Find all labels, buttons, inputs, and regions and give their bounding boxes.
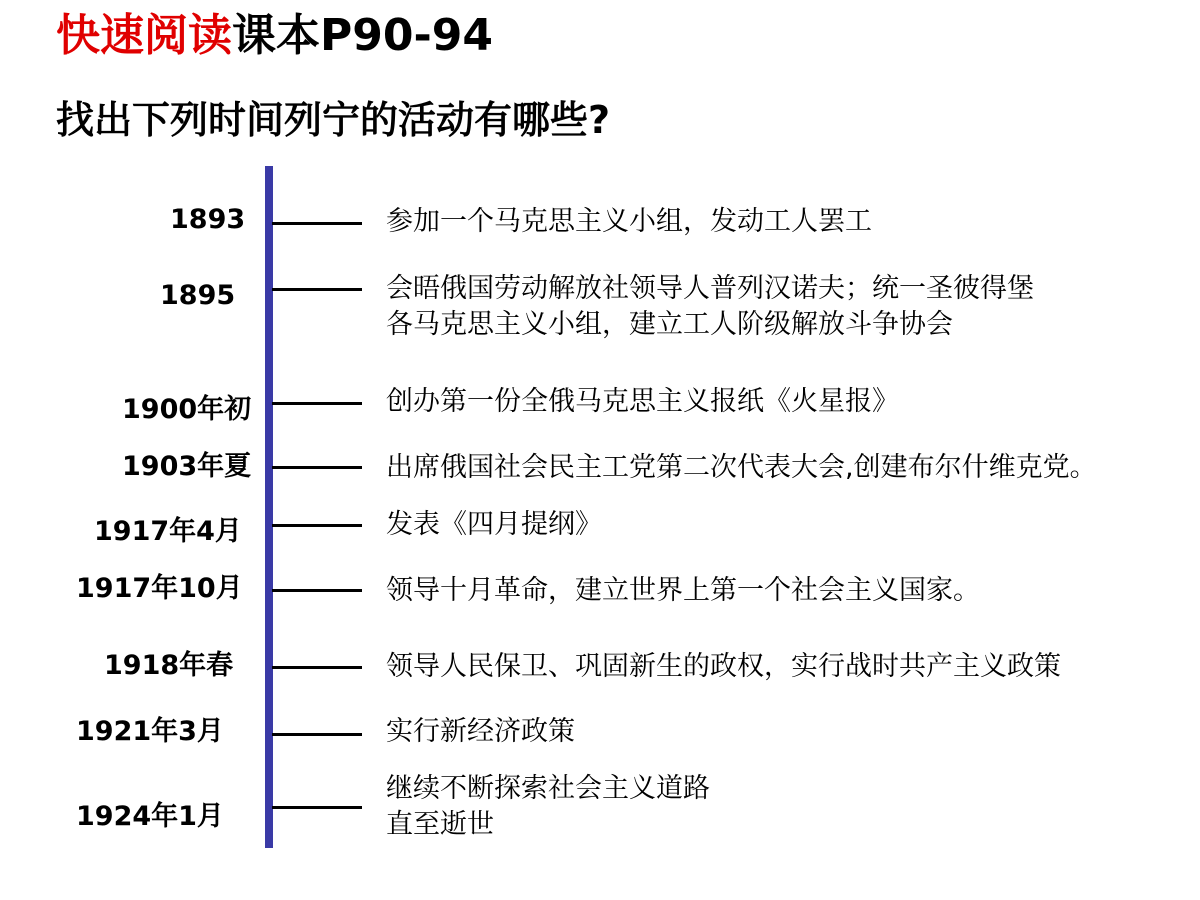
timeline-event: 会晤俄国劳动解放社领导人普列汉诺夫；统一圣彼得堡 xyxy=(386,273,1034,304)
timeline-event: 继续不断探索社会主义道路 xyxy=(386,773,710,804)
timeline-date: 1918年春 xyxy=(104,650,234,681)
timeline-tick xyxy=(272,806,362,809)
timeline-tick xyxy=(272,589,362,592)
timeline-event: 参加一个马克思主义小组，发动工人罢工 xyxy=(386,206,872,237)
timeline-event: 领导十月革命，建立世界上第一个社会主义国家。 xyxy=(386,575,980,606)
timeline-event: 实行新经济政策 xyxy=(386,716,575,747)
timeline-event: 创办第一份全俄马克思主义报纸《火星报》 xyxy=(386,386,899,417)
timeline-event: 各马克思主义小组，建立工人阶级解放斗争协会 xyxy=(386,309,953,340)
title-rest: 课本P90-94 xyxy=(232,10,493,61)
timeline-date: 1921年3月 xyxy=(76,716,224,747)
timeline-event: 直至逝世 xyxy=(386,809,494,840)
timeline-date: 1903年夏 xyxy=(122,451,252,482)
timeline-tick xyxy=(272,288,362,291)
timeline-date: 1895 xyxy=(160,280,236,311)
timeline-event: 领导人民保卫、巩固新生的政权，实行战时共产主义政策 xyxy=(386,651,1061,682)
timeline-date: 1917年4月 xyxy=(94,516,242,547)
timeline-tick xyxy=(272,733,362,736)
timeline-tick xyxy=(272,666,362,669)
timeline-tick xyxy=(272,466,362,469)
timeline-date: 1924年1月 xyxy=(76,801,224,832)
timeline-event: 发表《四月提纲》 xyxy=(386,509,602,540)
timeline-tick xyxy=(272,222,362,225)
timeline-tick xyxy=(272,402,362,405)
timeline-tick xyxy=(272,524,362,527)
timeline-date: 1900年初 xyxy=(122,394,252,425)
timeline-date: 1893 xyxy=(170,204,246,235)
title-highlight: 快速阅读 xyxy=(56,10,232,61)
timeline-event: 出席俄国社会民主工党第二次代表大会,创建布尔什维克党。 xyxy=(386,452,1097,483)
timeline-date: 1917年10月 xyxy=(76,573,243,604)
page-title xyxy=(56,6,493,66)
timeline-axis xyxy=(265,166,273,848)
question-heading: 找出下列时间列宁的活动有哪些? xyxy=(56,98,611,142)
